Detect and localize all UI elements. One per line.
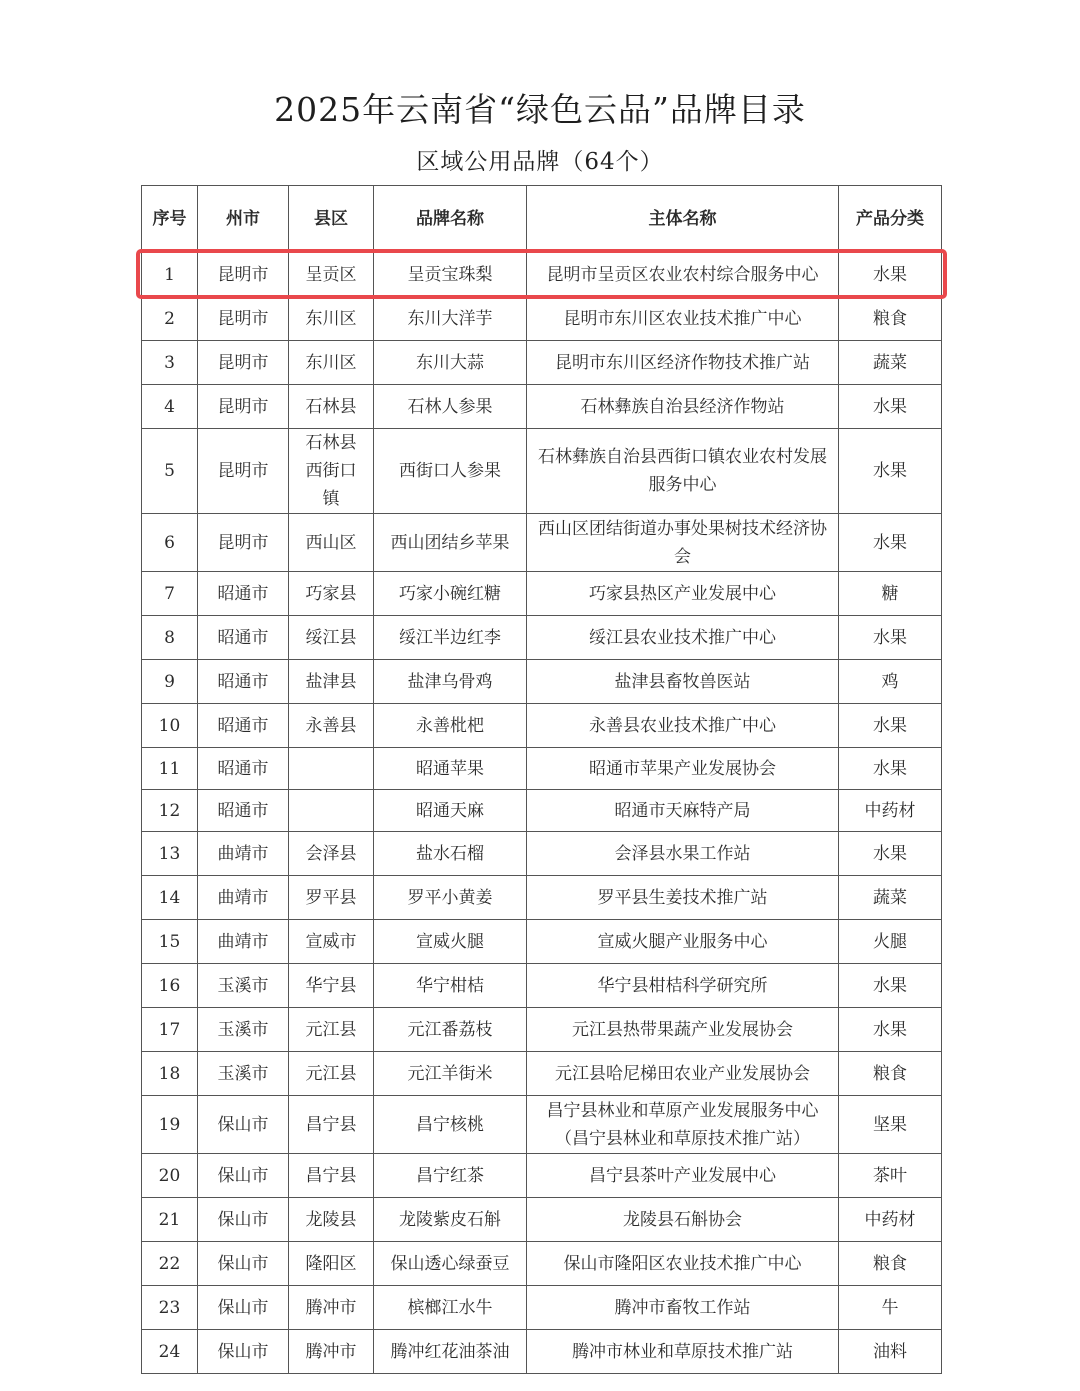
table-row — [142, 1008, 942, 1052]
cell-brand: 华宁柑桔 — [374, 964, 527, 1008]
cell-no: 6 — [142, 514, 198, 572]
cell-category: 粮食 — [839, 1052, 942, 1096]
cell-entity: 元江县热带果蔬产业发展协会 — [527, 1008, 839, 1052]
cell-no: 22 — [142, 1242, 198, 1286]
cell-category: 水果 — [839, 832, 942, 876]
header-category: 产品分类 — [839, 186, 942, 253]
cell-county: 石林县 — [289, 385, 374, 429]
cell-no: 13 — [142, 832, 198, 876]
page-subtitle: 区域公用品牌（64个） — [416, 149, 664, 175]
table-row — [142, 1198, 942, 1242]
cell-category: 水果 — [839, 616, 942, 660]
cell-city: 昆明市 — [198, 253, 289, 297]
cell-no: 21 — [142, 1198, 198, 1242]
cell-no: 8 — [142, 616, 198, 660]
cell-county: 石林县西街口镇 — [289, 429, 374, 514]
cell-city: 昆明市 — [198, 514, 289, 572]
cell-category: 坚果 — [839, 1096, 942, 1154]
cell-entity: 宣威火腿产业服务中心 — [527, 920, 839, 964]
cell-no: 24 — [142, 1330, 198, 1374]
cell-no: 3 — [142, 341, 198, 385]
cell-county: 西山区 — [289, 514, 374, 572]
cell-county: 龙陵县 — [289, 1198, 374, 1242]
header-brand: 品牌名称 — [374, 186, 527, 253]
table-row — [142, 572, 942, 616]
cell-city: 曲靖市 — [198, 920, 289, 964]
cell-brand: 东川大蒜 — [374, 341, 527, 385]
cell-city: 昭通市 — [198, 572, 289, 616]
cell-entity: 石林彝族自治县西街口镇农业农村发展服务中心 — [527, 429, 839, 514]
cell-no: 7 — [142, 572, 198, 616]
cell-brand: 昭通天麻 — [374, 790, 527, 832]
table-row — [142, 514, 942, 572]
cell-category: 水果 — [839, 704, 942, 748]
cell-category: 水果 — [839, 748, 942, 790]
cell-city: 昆明市 — [198, 341, 289, 385]
cell-category: 粮食 — [839, 297, 942, 341]
cell-no: 17 — [142, 1008, 198, 1052]
cell-entity: 昆明市东川区农业技术推广中心 — [527, 297, 839, 341]
cell-county: 华宁县 — [289, 964, 374, 1008]
cell-entity: 昌宁县茶叶产业发展中心 — [527, 1154, 839, 1198]
cell-category: 水果 — [839, 253, 942, 297]
table-row — [142, 964, 942, 1008]
table-row — [142, 1330, 942, 1374]
cell-category: 茶叶 — [839, 1154, 942, 1198]
cell-entity: 昆明市呈贡区农业农村综合服务中心 — [527, 253, 839, 297]
cell-category: 中药材 — [839, 790, 942, 832]
cell-city: 保山市 — [198, 1330, 289, 1374]
cell-entity: 石林彝族自治县经济作物站 — [527, 385, 839, 429]
header-entity: 主体名称 — [527, 186, 839, 253]
cell-category: 水果 — [839, 964, 942, 1008]
cell-category: 鸡 — [839, 660, 942, 704]
cell-brand: 罗平小黄姜 — [374, 876, 527, 920]
cell-brand: 龙陵紫皮石斛 — [374, 1198, 527, 1242]
cell-county: 东川区 — [289, 341, 374, 385]
cell-no: 15 — [142, 920, 198, 964]
cell-city: 保山市 — [198, 1286, 289, 1330]
cell-city: 昭通市 — [198, 790, 289, 832]
cell-no: 14 — [142, 876, 198, 920]
cell-category: 水果 — [839, 385, 942, 429]
table-row — [142, 429, 942, 514]
cell-county: 永善县 — [289, 704, 374, 748]
cell-county: 盐津县 — [289, 660, 374, 704]
table-row — [142, 385, 942, 429]
cell-entity: 永善县农业技术推广中心 — [527, 704, 839, 748]
cell-city: 昭通市 — [198, 704, 289, 748]
cell-no: 19 — [142, 1096, 198, 1154]
cell-city: 保山市 — [198, 1242, 289, 1286]
header-no: 序号 — [142, 186, 198, 253]
cell-brand: 巧家小碗红糖 — [374, 572, 527, 616]
cell-city: 昆明市 — [198, 297, 289, 341]
cell-brand: 盐水石榴 — [374, 832, 527, 876]
cell-brand: 盐津乌骨鸡 — [374, 660, 527, 704]
cell-city: 玉溪市 — [198, 1052, 289, 1096]
cell-entity: 昭通市苹果产业发展协会 — [527, 748, 839, 790]
cell-county: 宣威市 — [289, 920, 374, 964]
table-row — [142, 1242, 942, 1286]
cell-brand: 昌宁核桃 — [374, 1096, 527, 1154]
table-row — [142, 1286, 942, 1330]
table-row — [142, 1096, 942, 1154]
table-row — [142, 876, 942, 920]
cell-entity: 盐津县畜牧兽医站 — [527, 660, 839, 704]
cell-brand: 呈贡宝珠梨 — [374, 253, 527, 297]
cell-brand: 东川大洋芋 — [374, 297, 527, 341]
cell-brand: 西街口人参果 — [374, 429, 527, 514]
cell-category: 中药材 — [839, 1198, 942, 1242]
table-body — [142, 253, 942, 1374]
cell-category: 油料 — [839, 1330, 942, 1374]
cell-brand: 昭通苹果 — [374, 748, 527, 790]
cell-city: 保山市 — [198, 1096, 289, 1154]
table-row — [142, 704, 942, 748]
cell-entity: 龙陵县石斛协会 — [527, 1198, 839, 1242]
cell-entity: 绥江县农业技术推广中心 — [527, 616, 839, 660]
cell-category: 水果 — [839, 429, 942, 514]
cell-county: 腾冲市 — [289, 1286, 374, 1330]
cell-entity: 腾冲市畜牧工作站 — [527, 1286, 839, 1330]
cell-entity: 昭通市天麻特产局 — [527, 790, 839, 832]
cell-entity: 保山市隆阳区农业技术推广中心 — [527, 1242, 839, 1286]
cell-county: 元江县 — [289, 1052, 374, 1096]
cell-county: 罗平县 — [289, 876, 374, 920]
page-title: 2025年云南省“绿色云品”品牌目录 — [274, 90, 806, 129]
cell-no: 16 — [142, 964, 198, 1008]
table-row — [142, 616, 942, 660]
cell-entity: 巧家县热区产业发展中心 — [527, 572, 839, 616]
table-row — [142, 832, 942, 876]
cell-no: 1 — [142, 253, 198, 297]
table-row — [142, 790, 942, 832]
cell-county: 绥江县 — [289, 616, 374, 660]
cell-entity: 元江县哈尼梯田农业产业发展协会 — [527, 1052, 839, 1096]
table-row — [142, 920, 942, 964]
cell-county: 元江县 — [289, 1008, 374, 1052]
cell-brand: 西山团结乡苹果 — [374, 514, 527, 572]
table-row — [142, 748, 942, 790]
cell-county: 巧家县 — [289, 572, 374, 616]
cell-no: 20 — [142, 1154, 198, 1198]
cell-brand: 昌宁红茶 — [374, 1154, 527, 1198]
cell-brand: 保山透心绿蚕豆 — [374, 1242, 527, 1286]
cell-no: 5 — [142, 429, 198, 514]
cell-city: 保山市 — [198, 1154, 289, 1198]
table-row — [142, 341, 942, 385]
cell-brand: 绥江半边红李 — [374, 616, 527, 660]
cell-brand: 宣威火腿 — [374, 920, 527, 964]
cell-county: 昌宁县 — [289, 1096, 374, 1154]
cell-brand: 元江羊街米 — [374, 1052, 527, 1096]
cell-entity: 昌宁县林业和草原产业发展服务中心（昌宁县林业和草原技术推广站） — [527, 1096, 839, 1154]
cell-county — [289, 790, 374, 832]
cell-category: 粮食 — [839, 1242, 942, 1286]
cell-county: 昌宁县 — [289, 1154, 374, 1198]
cell-city: 昭通市 — [198, 748, 289, 790]
cell-entity: 华宁县柑桔科学研究所 — [527, 964, 839, 1008]
cell-no: 12 — [142, 790, 198, 832]
cell-entity: 西山区团结街道办事处果树技术经济协会 — [527, 514, 839, 572]
cell-no: 10 — [142, 704, 198, 748]
table-row — [142, 1154, 942, 1198]
cell-city: 昆明市 — [198, 385, 289, 429]
table-row — [142, 1052, 942, 1096]
header-county: 县区 — [289, 186, 374, 253]
cell-county: 呈贡区 — [289, 253, 374, 297]
cell-no: 9 — [142, 660, 198, 704]
cell-county: 会泽县 — [289, 832, 374, 876]
cell-no: 11 — [142, 748, 198, 790]
cell-category: 糖 — [839, 572, 942, 616]
cell-category: 水果 — [839, 514, 942, 572]
table-row — [142, 660, 942, 704]
cell-category: 蔬菜 — [839, 341, 942, 385]
cell-no: 4 — [142, 385, 198, 429]
cell-county — [289, 748, 374, 790]
cell-city: 玉溪市 — [198, 964, 289, 1008]
cell-brand: 永善枇杷 — [374, 704, 527, 748]
cell-county: 隆阳区 — [289, 1242, 374, 1286]
cell-entity: 昆明市东川区经济作物技术推广站 — [527, 341, 839, 385]
cell-brand: 腾冲红花油茶油 — [374, 1330, 527, 1374]
cell-brand: 石林人参果 — [374, 385, 527, 429]
header-city: 州市 — [198, 186, 289, 253]
cell-county: 东川区 — [289, 297, 374, 341]
cell-entity: 罗平县生姜技术推广站 — [527, 876, 839, 920]
cell-entity: 腾冲市林业和草原技术推广站 — [527, 1330, 839, 1374]
cell-category: 牛 — [839, 1286, 942, 1330]
cell-city: 昭通市 — [198, 616, 289, 660]
cell-no: 2 — [142, 297, 198, 341]
cell-city: 曲靖市 — [198, 832, 289, 876]
cell-city: 昭通市 — [198, 660, 289, 704]
cell-category: 火腿 — [839, 920, 942, 964]
cell-category: 水果 — [839, 1008, 942, 1052]
cell-brand: 元江番荔枝 — [374, 1008, 527, 1052]
cell-no: 23 — [142, 1286, 198, 1330]
cell-city: 玉溪市 — [198, 1008, 289, 1052]
cell-county: 腾冲市 — [289, 1330, 374, 1374]
cell-entity: 会泽县水果工作站 — [527, 832, 839, 876]
cell-city: 保山市 — [198, 1198, 289, 1242]
cell-no: 18 — [142, 1052, 198, 1096]
cell-city: 曲靖市 — [198, 876, 289, 920]
cell-city: 昆明市 — [198, 429, 289, 514]
cell-category: 蔬菜 — [839, 876, 942, 920]
table-header-row — [142, 186, 942, 253]
brand-catalog-table — [141, 185, 942, 1374]
table-row — [142, 297, 942, 341]
cell-brand: 槟榔江水牛 — [374, 1286, 527, 1330]
table-row — [142, 253, 942, 297]
